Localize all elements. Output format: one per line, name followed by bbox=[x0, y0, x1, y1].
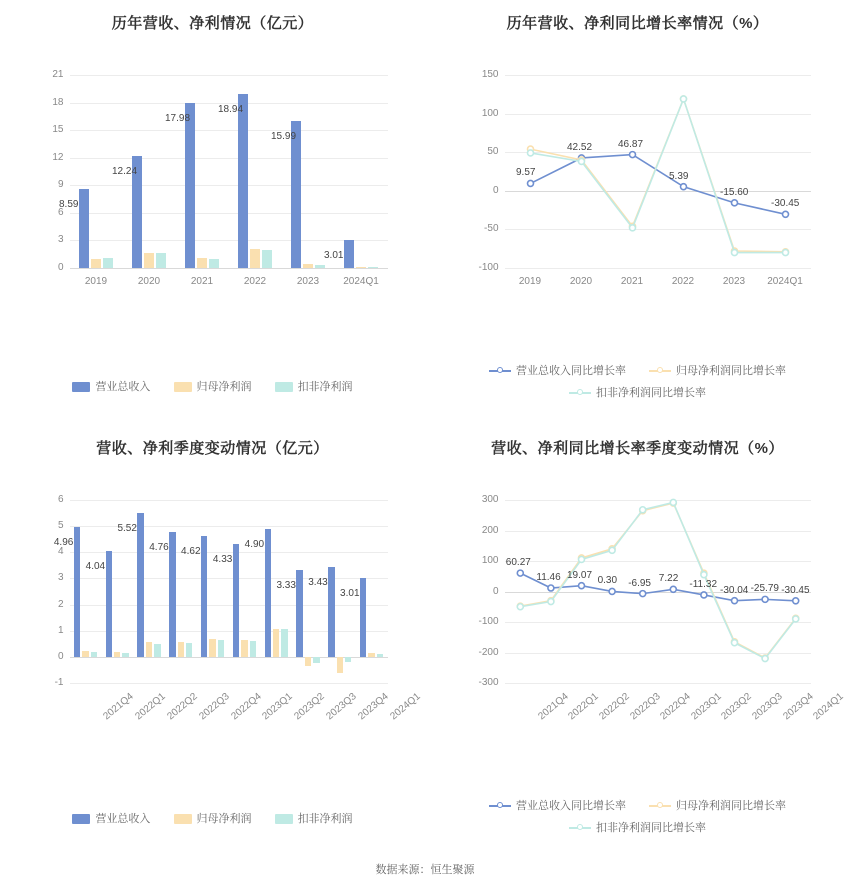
x-tick-label: 2022Q4 bbox=[228, 691, 264, 723]
x-tick-label: 2024Q1 bbox=[767, 276, 803, 287]
chart-title-annual-amount: 历年营收、净利情况（亿元） bbox=[111, 15, 314, 32]
data-label: 9.57 bbox=[516, 167, 536, 179]
y-tick-label: 50 bbox=[487, 146, 499, 158]
x-tick-label: 2023Q4 bbox=[780, 691, 816, 723]
bar bbox=[91, 652, 97, 657]
legend-item bbox=[174, 810, 252, 826]
gridline bbox=[70, 631, 388, 632]
x-tick-label: 2022Q2 bbox=[165, 691, 200, 723]
legend-line-icon bbox=[569, 388, 591, 398]
gridline bbox=[70, 605, 388, 606]
bar bbox=[91, 259, 101, 268]
data-label: 5.52 bbox=[117, 522, 137, 534]
legend-item bbox=[489, 795, 626, 817]
data-label: -11.32 bbox=[689, 578, 718, 590]
plot-quarterly-growth bbox=[443, 458, 846, 723]
bar bbox=[296, 570, 302, 657]
data-label: -25.79 bbox=[750, 583, 779, 595]
data-label: -30.45 bbox=[781, 584, 810, 596]
legend-swatch-icon bbox=[174, 382, 192, 392]
legend-item bbox=[649, 795, 786, 817]
legend-label: 营业总收入同比增长率 bbox=[515, 800, 626, 812]
bar bbox=[360, 578, 366, 657]
x-tick-label: 2024Q1 bbox=[343, 276, 379, 287]
chart-title-quarterly-amount: 营收、净利季度变动情况（亿元） bbox=[96, 440, 329, 457]
legend-label: 营业总收入同比增长率 bbox=[515, 365, 626, 377]
bar bbox=[356, 267, 366, 268]
bar bbox=[250, 249, 260, 268]
bar bbox=[291, 121, 301, 268]
y-tick-label: 6 bbox=[57, 206, 64, 218]
data-label: 3.33 bbox=[276, 579, 296, 591]
gridline bbox=[70, 213, 388, 214]
data-label: 19.07 bbox=[567, 569, 593, 581]
data-label: 8.59 bbox=[59, 199, 79, 211]
data-label: 4.76 bbox=[149, 542, 169, 554]
y-tick-label: 15 bbox=[52, 124, 64, 136]
legend-item bbox=[275, 810, 353, 826]
y-tick-label: 0 bbox=[57, 262, 64, 273]
legend-swatch-icon bbox=[275, 382, 293, 392]
legend-label: 营业总收入 bbox=[95, 381, 151, 393]
bar bbox=[209, 259, 219, 268]
source-note: 数据来源：恒生聚源 bbox=[375, 864, 475, 876]
bar bbox=[368, 267, 378, 268]
legend-label: 归母净利润同比增长率 bbox=[676, 365, 787, 377]
y-tick-label: -200 bbox=[478, 646, 499, 658]
data-label: 18.94 bbox=[218, 103, 244, 115]
bar bbox=[154, 644, 160, 657]
bar bbox=[262, 250, 272, 268]
x-tick-label: 2023Q1 bbox=[260, 691, 296, 723]
bar bbox=[250, 641, 256, 657]
panel-annual-growth bbox=[425, 0, 850, 425]
chart-title-annual-growth: 历年营收、净利同比增长率情况（%） bbox=[506, 15, 769, 32]
bar bbox=[265, 529, 271, 657]
legend-annual-amount bbox=[0, 378, 425, 394]
bar bbox=[241, 640, 247, 657]
x-tick-label: 2022Q3 bbox=[627, 691, 663, 723]
legend-swatch-icon bbox=[174, 814, 192, 824]
bar bbox=[79, 189, 89, 268]
bar bbox=[273, 629, 279, 657]
data-label: 4.33 bbox=[212, 553, 233, 565]
bar bbox=[281, 629, 287, 656]
x-tick-label: 2022 bbox=[671, 276, 695, 287]
legend-label: 扣非净利润同比增长率 bbox=[596, 387, 706, 399]
x-tick-label: 2022 bbox=[243, 276, 267, 287]
legend-item bbox=[649, 360, 786, 382]
data-label: 17.98 bbox=[165, 112, 191, 124]
gridline bbox=[70, 683, 388, 684]
x-tick-label: 2022Q4 bbox=[658, 691, 693, 723]
data-label: 4.62 bbox=[181, 546, 201, 558]
x-tick-label: 2023Q3 bbox=[750, 691, 785, 723]
gridline bbox=[70, 240, 388, 241]
legend-label: 营业总收入 bbox=[95, 813, 151, 825]
legend-item bbox=[569, 382, 706, 404]
gridline bbox=[70, 578, 388, 579]
y-tick-label: 9 bbox=[57, 179, 64, 191]
x-tick-label: 2021Q4 bbox=[536, 691, 571, 723]
y-tick-label: -1 bbox=[54, 677, 64, 688]
y-tick-label: 12 bbox=[52, 151, 64, 163]
data-label: 12.24 bbox=[112, 165, 138, 177]
data-label: 4.96 bbox=[53, 537, 74, 549]
panel-quarterly-amount bbox=[0, 425, 425, 845]
bar bbox=[185, 103, 195, 268]
y-tick-label: 1 bbox=[57, 624, 64, 636]
x-tick-label: 2024Q1 bbox=[387, 691, 423, 723]
y-tick-label: 200 bbox=[481, 524, 499, 536]
bar bbox=[201, 536, 207, 657]
bar bbox=[82, 651, 88, 657]
bar bbox=[233, 544, 239, 657]
data-label: 0.30 bbox=[597, 575, 618, 587]
data-label: -6.95 bbox=[628, 577, 651, 589]
y-tick-label: 2 bbox=[57, 598, 64, 610]
data-label: 4.90 bbox=[244, 538, 265, 550]
bar bbox=[146, 642, 152, 656]
x-tick-label: 2023Q1 bbox=[689, 691, 724, 723]
bar bbox=[114, 652, 120, 657]
bar bbox=[305, 657, 311, 666]
y-tick-label: 150 bbox=[481, 69, 499, 80]
legend-label: 归母净利润 bbox=[196, 381, 252, 393]
legend-item bbox=[72, 378, 150, 394]
x-tick-label: 2022Q3 bbox=[197, 691, 232, 723]
y-tick-label: -100 bbox=[478, 262, 499, 273]
legend-label: 归母净利润同比增长率 bbox=[676, 800, 787, 812]
bar bbox=[303, 264, 313, 268]
x-tick-label: 2022Q1 bbox=[566, 691, 602, 723]
legend-label: 扣非净利润 bbox=[297, 381, 353, 393]
y-tick-label: -300 bbox=[478, 677, 499, 688]
legend-line-icon bbox=[649, 366, 671, 376]
bar bbox=[368, 653, 374, 657]
bar bbox=[156, 253, 166, 268]
data-label: 46.87 bbox=[618, 138, 644, 150]
data-label: 5.39 bbox=[669, 170, 689, 182]
bar bbox=[186, 643, 192, 657]
bar bbox=[137, 513, 143, 657]
y-tick-label: 4 bbox=[57, 546, 64, 558]
plot-annual-growth bbox=[443, 33, 833, 308]
y-tick-label: 3 bbox=[57, 572, 64, 584]
data-label: 4.04 bbox=[85, 561, 106, 573]
legend-quarterly-amount bbox=[0, 810, 425, 826]
bar bbox=[197, 258, 207, 268]
plot-annual-amount bbox=[18, 33, 408, 308]
bar bbox=[178, 642, 184, 657]
x-tick-label: 2023Q2 bbox=[292, 691, 327, 723]
x-tick-label: 2022Q2 bbox=[597, 691, 632, 723]
x-tick-label: 2021 bbox=[190, 276, 214, 287]
y-tick-label: -50 bbox=[484, 223, 499, 235]
x-tick-label: 2023Q3 bbox=[324, 691, 359, 723]
legend-annual-growth bbox=[425, 360, 850, 404]
gridline bbox=[70, 185, 388, 186]
bar bbox=[344, 240, 354, 268]
bar bbox=[313, 657, 319, 663]
gridline bbox=[70, 268, 388, 269]
data-label: 11.46 bbox=[536, 572, 561, 583]
bar bbox=[238, 94, 248, 268]
y-tick-label: 0 bbox=[492, 585, 499, 597]
gridline bbox=[70, 500, 388, 501]
data-label: 15.99 bbox=[271, 131, 297, 143]
panel-annual-amount bbox=[0, 0, 425, 425]
legend-line-icon bbox=[649, 801, 671, 811]
legend-item bbox=[489, 360, 626, 382]
legend-item bbox=[174, 378, 252, 394]
panel-quarterly-growth bbox=[425, 425, 850, 845]
x-tick-label: 2021 bbox=[620, 276, 644, 287]
bar bbox=[328, 567, 334, 657]
y-tick-label: 0 bbox=[57, 650, 64, 662]
gridline bbox=[70, 75, 388, 76]
bar bbox=[337, 657, 343, 673]
y-tick-label: 300 bbox=[481, 494, 499, 505]
bar bbox=[106, 551, 112, 657]
bar bbox=[209, 639, 215, 657]
gridline bbox=[70, 158, 388, 159]
legend-line-icon bbox=[489, 366, 511, 376]
bar bbox=[74, 527, 80, 657]
y-tick-label: 18 bbox=[52, 96, 64, 108]
x-tick-label: 2019 bbox=[518, 276, 542, 287]
x-tick-label: 2023Q2 bbox=[719, 691, 755, 723]
data-label: 3.01 bbox=[324, 250, 344, 262]
x-tick-label: 2023 bbox=[296, 276, 320, 287]
bar bbox=[345, 657, 351, 662]
bar bbox=[169, 532, 175, 656]
y-tick-label: 100 bbox=[481, 107, 499, 119]
x-tick-label: 2022Q1 bbox=[133, 691, 168, 723]
bar bbox=[144, 253, 154, 268]
y-tick-label: 3 bbox=[57, 234, 64, 246]
x-tick-label: 2019 bbox=[84, 276, 108, 287]
legend-label: 扣非净利润 bbox=[297, 813, 353, 825]
x-tick-label: 2023Q4 bbox=[356, 691, 391, 723]
line-series-svg bbox=[443, 33, 833, 308]
x-tick-label: 2023 bbox=[722, 276, 746, 287]
legend-line-icon bbox=[569, 823, 591, 833]
legend-item bbox=[72, 810, 150, 826]
legend-quarterly-growth bbox=[425, 795, 850, 839]
data-label: 42.52 bbox=[567, 141, 593, 153]
legend-item bbox=[275, 378, 353, 394]
bar bbox=[122, 653, 128, 657]
y-tick-label: 5 bbox=[57, 520, 64, 532]
x-tick-label: 2020 bbox=[137, 276, 161, 287]
chart-title-quarterly-growth: 营收、净利同比增长率季度变动情况（%） bbox=[491, 440, 784, 457]
legend-swatch-icon bbox=[275, 814, 293, 824]
legend-swatch-icon bbox=[72, 814, 90, 824]
bar bbox=[103, 258, 113, 268]
x-tick-label: 2024Q1 bbox=[811, 691, 846, 723]
y-tick-label: 0 bbox=[492, 184, 499, 196]
data-label: 7.22 bbox=[658, 573, 679, 585]
y-tick-label: 21 bbox=[52, 69, 64, 80]
bar bbox=[377, 654, 383, 657]
data-label: -30.45 bbox=[771, 198, 800, 210]
y-tick-label: -100 bbox=[478, 616, 499, 627]
bar bbox=[218, 640, 224, 657]
legend-swatch-icon bbox=[72, 382, 90, 392]
data-label: -30.04 bbox=[720, 584, 749, 596]
y-tick-label: 100 bbox=[481, 555, 499, 566]
legend-item bbox=[569, 817, 706, 839]
bar bbox=[315, 265, 325, 268]
data-label: 60.27 bbox=[505, 557, 531, 569]
gridline bbox=[70, 130, 388, 131]
x-tick-label: 2021Q4 bbox=[101, 691, 137, 723]
legend-label: 扣非净利润同比增长率 bbox=[596, 822, 706, 834]
legend-line-icon bbox=[489, 801, 511, 811]
x-tick-label: 2020 bbox=[569, 276, 593, 287]
plot-quarterly-amount bbox=[18, 458, 423, 723]
data-label: 3.01 bbox=[340, 588, 360, 600]
legend-label: 归母净利润 bbox=[196, 813, 252, 825]
data-label: -15.60 bbox=[720, 186, 749, 198]
y-tick-label: 6 bbox=[57, 494, 64, 505]
data-label: 3.43 bbox=[308, 577, 328, 589]
